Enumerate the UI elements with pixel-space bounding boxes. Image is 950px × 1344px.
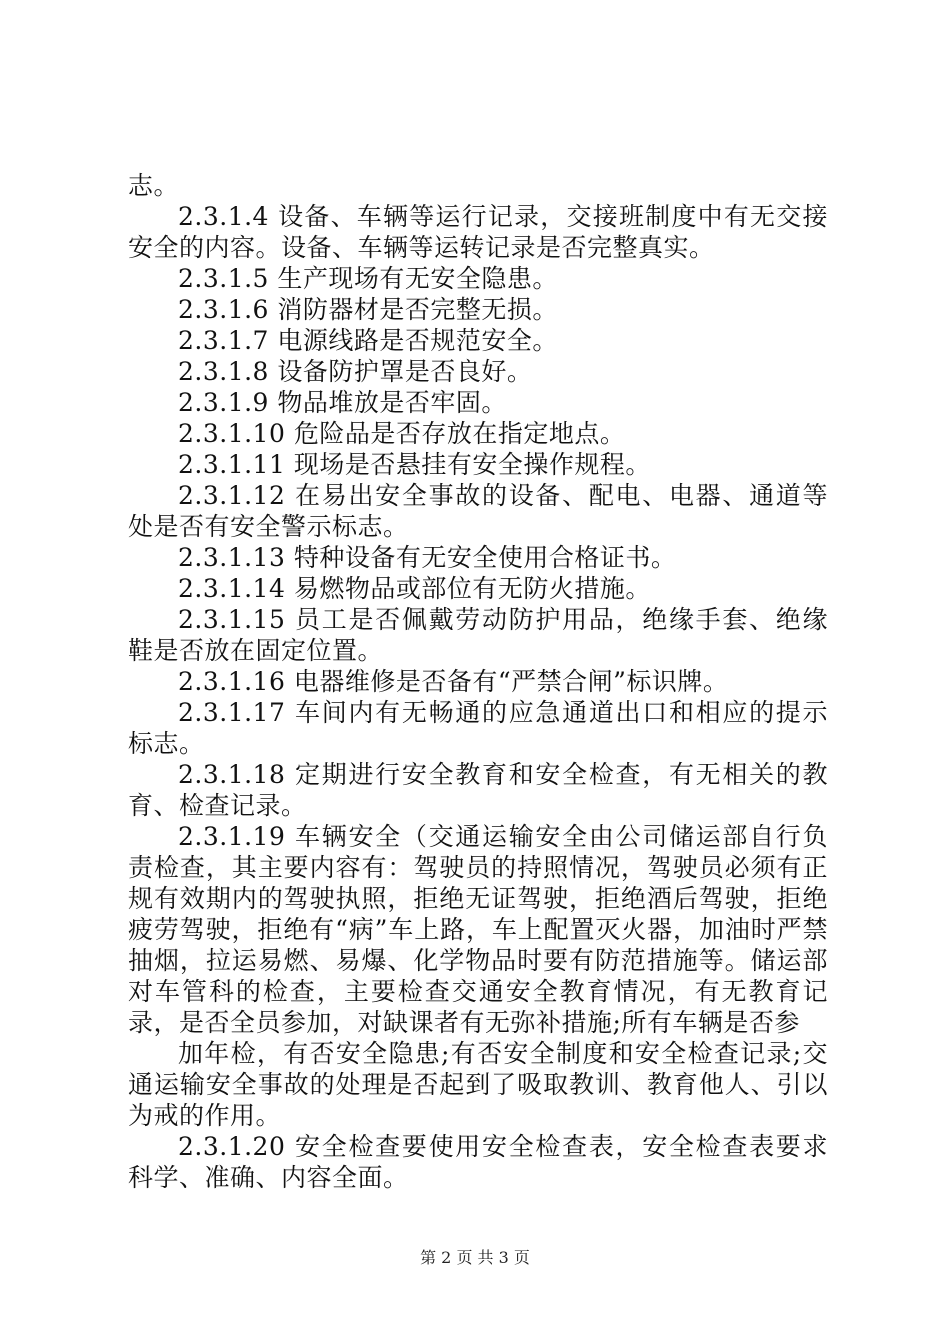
paragraph: 2.3.1.18 定期进行安全教育和安全检查，有无相关的教育、检查记录。 [128,760,828,820]
paragraph: 2.3.1.7 电源线路是否规范安全。 [178,326,558,355]
paragraph: 2.3.1.10 危险品是否存放在指定地点。 [178,419,626,448]
paragraph: 2.3.1.12 在易出安全事故的设备、配电、电器、通道等处是否有安全警示标志。 [128,481,828,541]
paragraph: 2.3.1.11 现场是否悬挂有安全操作规程。 [178,450,651,479]
paragraph: 加年检，有否安全隐患;有否安全制度和安全检查记录;交通运输安全事故的处理是否起到了吸取教训、教育他人、引以为戒的作用。 [128,1039,828,1130]
paragraph: 2.3.1.5 生产现场有无安全隐患。 [178,264,558,293]
paragraph: 2.3.1.8 设备防护罩是否良好。 [178,357,533,386]
paragraph: 2.3.1.4 设备、车辆等运行记录，交接班制度中有无交接安全的内容。设备、车辆等运转记录是否完整真实。 [128,202,828,262]
paragraph: 2.3.1.6 消防器材是否完整无损。 [178,295,558,324]
paragraph: 2.3.1.17 车间内有无畅通的应急通道出口和相应的提示标志。 [128,698,828,758]
paragraph: 2.3.1.9 物品堆放是否牢固。 [178,388,507,417]
paragraph: 2.3.1.14 易燃物品或部位有无防火措施。 [178,574,651,603]
page-number-footer: 第 2 页 共 3 页 [420,1248,530,1267]
paragraph: 志。 [128,171,180,200]
document-body [128,170,828,1193]
paragraph: 2.3.1.19 车辆安全（交通运输安全由公司储运部自行负责检查，其主要内容有：驾驶员的持照情况，驾驶员必须有正规有效期内的驾驶执照，拒绝无证驾驶，拒绝酒后驾驶，拒绝疲劳驾驶，拒绝有“病”车上路，车上配置灭火器，加油时严禁抽烟，拉运易燃、易爆、化学物品时要有防范措施等。储运部对车管科的检查，主要检查交通安全教育情况，有无教育记录，是否全员参加，对缺课者有无弥补措施;所有车辆是否参 [128,822,828,1037]
paragraph: 2.3.1.20 安全检查要使用安全检查表，安全检查表要求科学、准确、内容全面。 [128,1132,828,1192]
paragraph: 2.3.1.15 员工是否佩戴劳动防护用品，绝缘手套、绝缘鞋是否放在固定位置。 [128,605,828,665]
paragraph: 2.3.1.16 电器维修是否备有“严禁合闸”标识牌。 [178,667,729,696]
paragraph: 2.3.1.13 特种设备有无安全使用合格证书。 [178,543,677,572]
